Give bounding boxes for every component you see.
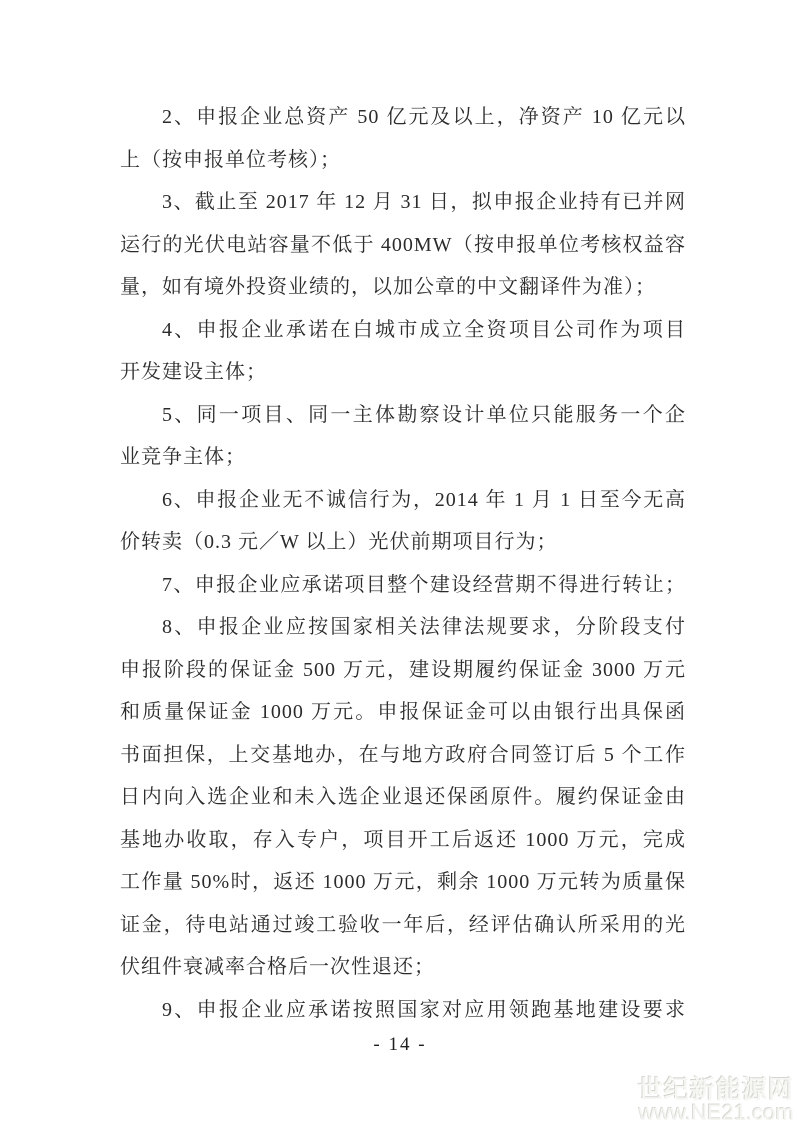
document-line: 2、申报企业总资产 50 亿元及以上，净资产 10 亿元以 bbox=[162, 106, 686, 128]
document-line: 9、申报企业应承诺按照国家对应用领跑基地建设要求 bbox=[162, 998, 686, 1021]
document-body bbox=[120, 96, 686, 1031]
document-line: 6、申报企业无不诚信行为，2014 年 1 月 1 日至今无高 bbox=[162, 488, 686, 511]
document-line: 8、申报企业应按国家相关法律法规要求，分阶段支付 bbox=[162, 616, 686, 638]
document-line: 上（按申报单位考核）； bbox=[120, 148, 341, 171]
document-line: 书面担保，上交基地办，在与地方政府合同签订后 5 个工作 bbox=[120, 743, 686, 766]
watermark-site-url: www.NE21.com bbox=[638, 1100, 794, 1125]
document-line: 业竞争主体； bbox=[120, 446, 246, 468]
document-line: 伏组件衰减率合格后一次性退还； bbox=[120, 956, 435, 978]
document-line: 基地办收取，存入专户，项目开工后返还 1000 万元，完成 bbox=[120, 828, 686, 851]
document-line: 7、申报企业应承诺项目整个建设经营期不得进行转让； bbox=[162, 573, 686, 596]
document-line: 3、截止至 2017 年 12 月 31 日，拟申报企业持有已并网 bbox=[162, 191, 686, 213]
document-line: 价转卖（0.3 元／W 以上）光伏前期项目行为； bbox=[120, 531, 558, 553]
document-line: 和质量保证金 1000 万元。申报保证金可以由银行出具保函 bbox=[120, 701, 686, 723]
document-line: 证金，待电站通过竣工验收一年后，经评估确认所采用的光 bbox=[120, 913, 686, 936]
watermark bbox=[637, 1076, 794, 1125]
watermark-site-name: 世纪新能源网 bbox=[637, 1076, 794, 1104]
document-line: 日内向入选企业和未入选企业退还保函原件。履约保证金由 bbox=[120, 786, 686, 808]
page-number: - 14 - bbox=[373, 1034, 427, 1055]
document-line: 5、同一项目、同一主体勘察设计单位只能服务一个企 bbox=[162, 403, 686, 426]
document-line: 4、申报企业承诺在白城市成立全资项目公司作为项目 bbox=[162, 318, 686, 341]
document-line: 运行的光伏电站容量不低于 400MW（按申报单位考核权益容 bbox=[120, 233, 686, 256]
document-line: 量，如有境外投资业绩的，以加公章的中文翻译件为准）； bbox=[120, 276, 656, 298]
document-line: 工作量 50%时，返还 1000 万元，剩余 1000 万元转为质量保 bbox=[120, 871, 686, 893]
document-line: 申报阶段的保证金 500 万元，建设期履约保证金 3000 万元 bbox=[120, 658, 686, 681]
document-line: 开发建设主体； bbox=[120, 361, 267, 383]
